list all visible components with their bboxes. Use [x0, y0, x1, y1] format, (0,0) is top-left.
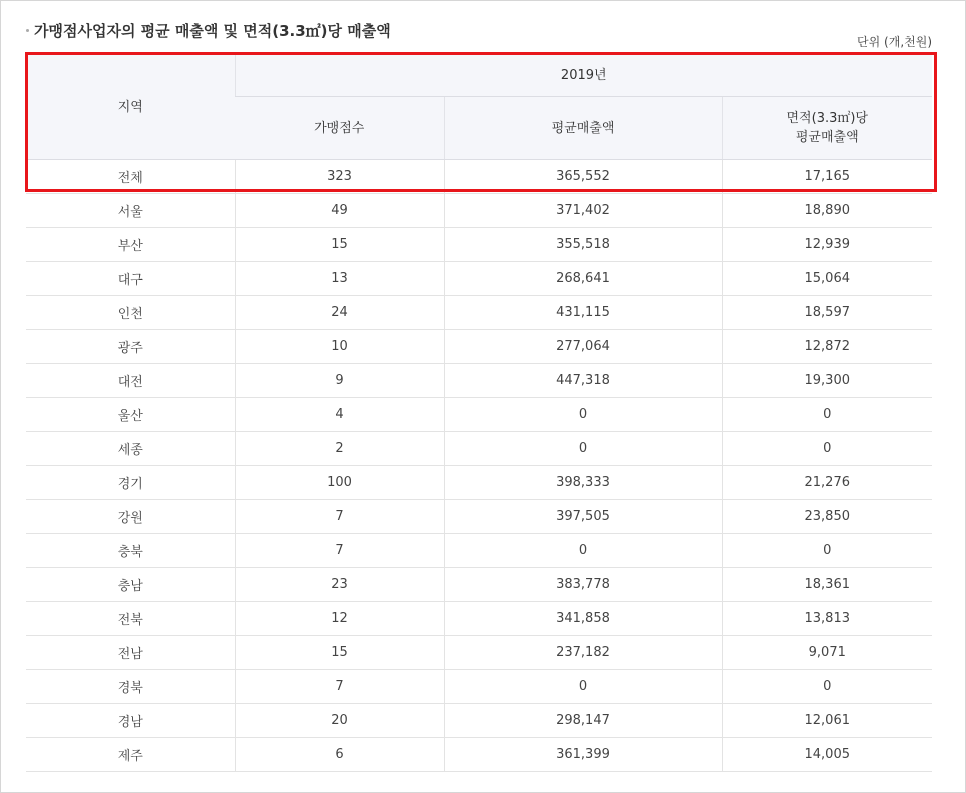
- header-year: 2019년: [235, 55, 932, 97]
- cell-area-sales: 0: [722, 534, 932, 568]
- cell-area-sales: 12,872: [722, 330, 932, 364]
- cell-region: 충북: [26, 534, 235, 568]
- bullet-icon: [26, 29, 29, 32]
- cell-region: 전남: [26, 636, 235, 670]
- header-area-sales-line1: 면적(3.3㎡)당: [786, 111, 868, 126]
- cell-area-sales: 0: [722, 398, 932, 432]
- cell-avg-sales: 0: [444, 670, 722, 704]
- cell-avg-sales: 397,505: [444, 500, 722, 534]
- cell-avg-sales: 237,182: [444, 636, 722, 670]
- cell-store-count: 7: [235, 534, 444, 568]
- cell-area-sales: 12,061: [722, 704, 932, 738]
- cell-area-sales: 13,813: [722, 602, 932, 636]
- cell-store-count: 13: [235, 262, 444, 296]
- cell-store-count: 20: [235, 704, 444, 738]
- table-row: [26, 364, 932, 398]
- cell-area-sales: 18,597: [722, 296, 932, 330]
- cell-avg-sales: 0: [444, 534, 722, 568]
- cell-avg-sales: 298,147: [444, 704, 722, 738]
- cell-store-count: 15: [235, 228, 444, 262]
- cell-avg-sales: 383,778: [444, 568, 722, 602]
- cell-store-count: 24: [235, 296, 444, 330]
- cell-avg-sales: 355,518: [444, 228, 722, 262]
- cell-store-count: 4: [235, 398, 444, 432]
- cell-store-count: 6: [235, 738, 444, 772]
- cell-avg-sales: 365,552: [444, 160, 722, 194]
- cell-store-count: 2: [235, 432, 444, 466]
- table-row: [26, 228, 932, 262]
- cell-store-count: 12: [235, 602, 444, 636]
- cell-region: 전체: [26, 160, 235, 194]
- cell-area-sales: 0: [722, 670, 932, 704]
- table-row: [26, 296, 932, 330]
- header-area-sales: [722, 97, 932, 160]
- table-row: [26, 534, 932, 568]
- header-region: 지역: [26, 55, 235, 160]
- cell-store-count: 49: [235, 194, 444, 228]
- table-row: [26, 330, 932, 364]
- table-row: [26, 500, 932, 534]
- cell-region: 경남: [26, 704, 235, 738]
- table-row: [26, 466, 932, 500]
- cell-avg-sales: 0: [444, 432, 722, 466]
- cell-avg-sales: 0: [444, 398, 722, 432]
- cell-store-count: 23: [235, 568, 444, 602]
- cell-region: 서울: [26, 194, 235, 228]
- cell-region: 제주: [26, 738, 235, 772]
- table-body: [26, 160, 932, 772]
- table-row: [26, 160, 932, 194]
- cell-avg-sales: 341,858: [444, 602, 722, 636]
- cell-store-count: 100: [235, 466, 444, 500]
- cell-region: 부산: [26, 228, 235, 262]
- cell-store-count: 10: [235, 330, 444, 364]
- cell-avg-sales: 431,115: [444, 296, 722, 330]
- cell-avg-sales: 398,333: [444, 466, 722, 500]
- header-area-sales-line2: 평균매출액: [795, 130, 859, 145]
- table-row: [26, 602, 932, 636]
- cell-region: 대구: [26, 262, 235, 296]
- table-row: [26, 670, 932, 704]
- cell-store-count: 15: [235, 636, 444, 670]
- cell-region: 경북: [26, 670, 235, 704]
- section-title-text: 가맹점사업자의 평균 매출액 및 면적(3.3㎡)당 매출액: [34, 22, 391, 40]
- cell-store-count: 9: [235, 364, 444, 398]
- cell-store-count: 323: [235, 160, 444, 194]
- cell-avg-sales: 371,402: [444, 194, 722, 228]
- cell-region: 인천: [26, 296, 235, 330]
- cell-area-sales: 18,890: [722, 194, 932, 228]
- cell-region: 경기: [26, 466, 235, 500]
- cell-area-sales: 15,064: [722, 262, 932, 296]
- table-row: [26, 704, 932, 738]
- table-row: [26, 432, 932, 466]
- cell-area-sales: 21,276: [722, 466, 932, 500]
- cell-area-sales: 17,165: [722, 160, 932, 194]
- cell-avg-sales: 277,064: [444, 330, 722, 364]
- table-row: [26, 636, 932, 670]
- cell-region: 광주: [26, 330, 235, 364]
- table-row: [26, 568, 932, 602]
- unit-label: 단위 (개,천원): [857, 35, 932, 49]
- cell-avg-sales: 447,318: [444, 364, 722, 398]
- cell-area-sales: 18,361: [722, 568, 932, 602]
- cell-area-sales: 0: [722, 432, 932, 466]
- cell-avg-sales: 361,399: [444, 738, 722, 772]
- cell-region: 충남: [26, 568, 235, 602]
- cell-region: 세종: [26, 432, 235, 466]
- cell-region: 대전: [26, 364, 235, 398]
- cell-area-sales: 12,939: [722, 228, 932, 262]
- cell-region: 전북: [26, 602, 235, 636]
- cell-area-sales: 19,300: [722, 364, 932, 398]
- section-title: [26, 20, 391, 41]
- table-row: [26, 194, 932, 228]
- cell-region: 강원: [26, 500, 235, 534]
- cell-area-sales: 23,850: [722, 500, 932, 534]
- cell-avg-sales: 268,641: [444, 262, 722, 296]
- table-row: [26, 262, 932, 296]
- header-store-count: 가맹점수: [235, 97, 444, 160]
- table-row: [26, 738, 932, 772]
- cell-store-count: 7: [235, 670, 444, 704]
- cell-area-sales: 14,005: [722, 738, 932, 772]
- cell-store-count: 7: [235, 500, 444, 534]
- sales-table: [26, 54, 932, 772]
- header-avg-sales: 평균매출액: [444, 97, 722, 160]
- table-row: [26, 398, 932, 432]
- cell-area-sales: 9,071: [722, 636, 932, 670]
- cell-region: 울산: [26, 398, 235, 432]
